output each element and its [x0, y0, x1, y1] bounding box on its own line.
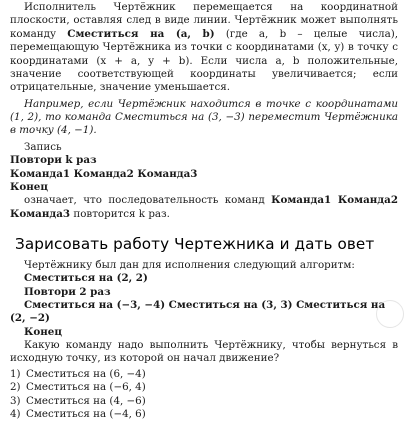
option-text: Сместиться на (6, −4) [26, 367, 146, 380]
example-paragraph: Например, если Чертёжник находится в точке с координатами (1, 2), то команда Сместиться на (3, −3) переместит Чертёжника в точку (4, −1). [10, 97, 398, 137]
option-number: 3) [10, 394, 21, 407]
means-command: Команда1 Команда2 Команда3 [10, 194, 398, 220]
repeat-line: Повтори k раз [10, 154, 97, 167]
answer-option [10, 368, 398, 381]
task-intro: Чертёжнику был дан для исполнения следующий алгоритм: [24, 258, 355, 271]
section-heading: Зарисовать работу Чертежника и дать овет [15, 235, 375, 253]
intro-paragraph [10, 1, 398, 95]
record-label: Запись [24, 140, 62, 153]
option-text: Сместиться на (−6, 4) [26, 381, 146, 394]
means-paragraph [10, 194, 398, 221]
intro-command: Сместиться на (a, b) [67, 27, 215, 40]
means-text-a: означает, что последовательность команд [24, 194, 272, 207]
answer-option [10, 381, 398, 394]
answer-option [10, 395, 398, 408]
option-number: 4) [10, 407, 21, 420]
answer-option [10, 408, 398, 421]
intro-text-b: (где a, b – целые числа), перемещающую Чертёжника из точки с координатами (x, y) в точку с координатами (x + a, y + b). Если числа a, b положительные, значение соответствующей координаты увеличивается; если отрицательные, значение уменьшается. [10, 27, 398, 94]
algorithm-line-4: Конец [24, 325, 62, 338]
algorithm-line-3: Сместиться на (−3, −4) Сместиться на (3, 3) Сместиться на (2, −2) [10, 298, 386, 325]
means-text-b: повторится k раз. [70, 207, 170, 220]
scan-artifact [376, 300, 404, 328]
commands-line: Команда1 Команда2 Команда3 [10, 167, 198, 180]
algorithm-line-2: Повтори 2 раз [24, 285, 111, 298]
option-number: 1) [10, 367, 21, 380]
option-text: Сместиться на (4, −6) [26, 394, 146, 407]
intro-text-a: Исполнитель Чертёжник перемещается на координатной плоскости, оставляя след в виде линии. Чертёжник может выполнять команду [10, 1, 398, 40]
end-line: Конец [10, 180, 48, 193]
question-text: Какую команду надо выполнить Чертёжнику, чтобы вернуться в исходную точку, из которой он начал движение? [10, 339, 398, 365]
option-number: 2) [10, 381, 21, 394]
answer-options [10, 368, 398, 421]
option-text: Сместиться на (−4, 6) [26, 407, 146, 420]
algorithm-line-1: Сместиться на (2, 2) [24, 272, 148, 285]
